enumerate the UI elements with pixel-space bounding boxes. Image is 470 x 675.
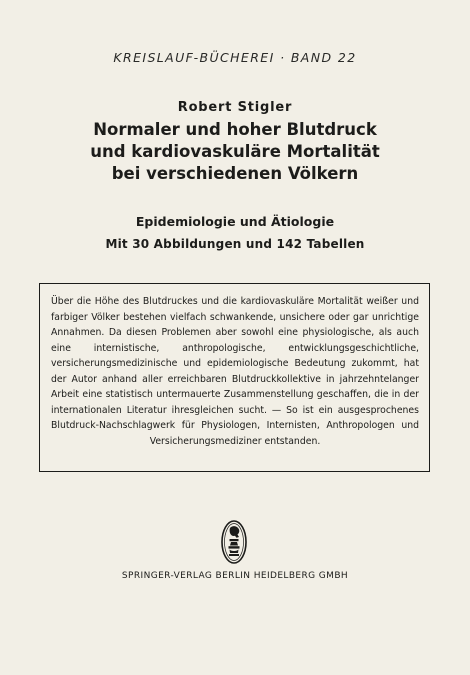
title-line: Normaler und hoher Blutdruck	[93, 120, 377, 139]
book-subtitle: Epidemiologie und Ätiologie	[135, 214, 335, 229]
book-title	[0, 119, 470, 185]
publisher-imprint: SPRINGER-VERLAG BERLIN HEIDELBERG GMBH	[121, 571, 349, 581]
springer-knight-icon	[220, 519, 248, 565]
author-name: Robert Stigler	[177, 100, 293, 115]
title-line: und kardiovaskuläre Mortalität	[90, 142, 380, 161]
abstract-text: Über die Höhe des Blutdruckes und die kardiovaskuläre Mortalität weißer und farbiger Völker bestehen vielfach schwankende, unsichere oder gar unrichtige Annahmen. Da diesen Problemen aber sowohl eine physiologische, als auch eine internistische, anthropologische, entwicklungsgeschichtliche, versicherungsmedizinische und epidemiologische Bedeutung zukommt, hat der Autor anhand aller erreichbaren Blutdruckkollektive in jahrzehntelanger Arbeit eine statistisch untermauerte Zusammenstellung geschaffen, die in der internationalen Literatur ihresgleichen sucht. — So ist ein ausgesprochenes Blutdruck-Nachschlagwerk für Physiologen, Internisten, Anthropologen und Versicherungsmediziner entstanden.	[51, 296, 419, 447]
title-line: bei verschiedenen Völkern	[111, 164, 359, 183]
abstract-box	[39, 283, 430, 472]
series-label: KREISLAUF-BÜCHEREI · BAND 22	[113, 50, 357, 65]
figures-note: Mit 30 Abbildungen und 142 Tabellen	[105, 237, 365, 251]
